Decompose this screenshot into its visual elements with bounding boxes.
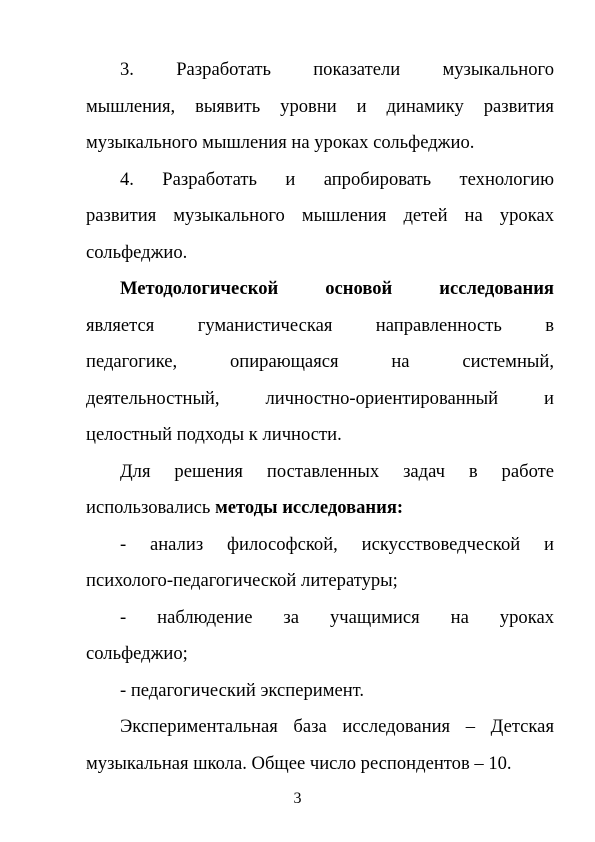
list-item-method-1 xyxy=(86,527,554,600)
paragraph-item-4 xyxy=(86,162,554,272)
paragraph-experimental-base xyxy=(86,709,554,782)
text-line: Экспериментальная база исследования – Детская xyxy=(120,716,554,737)
text-line: - анализ философской, искусствоведческой и xyxy=(120,533,554,555)
text-line xyxy=(86,490,554,527)
page-number: 3 xyxy=(293,790,302,807)
text-line: 4. Разработать и апробировать технологию xyxy=(120,168,554,190)
text-line: развития музыкального мышления детей на уроках xyxy=(86,205,554,226)
text-line: музыкальная школа. Общее число респондентов – 10. xyxy=(86,752,512,774)
text-line: Для решения поставленных задач в работе xyxy=(120,460,554,482)
paragraph-methods-intro xyxy=(86,454,554,527)
text-line: целостный подходы к личности. xyxy=(86,424,342,445)
body-text xyxy=(86,52,554,782)
methodology-heading: Методологической основой исследования xyxy=(120,278,554,299)
list-item-method-3 xyxy=(86,673,554,710)
text-line xyxy=(86,271,554,308)
text-line: сольфеджио; xyxy=(86,643,188,664)
methods-heading: методы исследования: xyxy=(215,497,404,518)
text-line: музыкального мышления на уроках сольфеджио. xyxy=(86,132,475,153)
list-item-method-2 xyxy=(86,600,554,673)
paragraph-methodology xyxy=(86,271,554,454)
text-line: деятельностный, личностно-ориентированный и xyxy=(86,387,554,409)
text-line: - педагогический эксперимент. xyxy=(120,679,365,701)
text-line: - наблюдение за учащимися на уроках xyxy=(120,606,554,628)
text-line: сольфеджио. xyxy=(86,241,188,263)
paragraph-item-3 xyxy=(86,52,554,162)
text-line: мышления, выявить уровни и динамику развития xyxy=(86,95,554,117)
methods-intro-text: использовались xyxy=(86,497,216,518)
text-line: 3. Разработать показатели музыкального xyxy=(120,59,554,80)
text-line: является гуманистическая направленность в xyxy=(86,314,554,336)
text-line: педагогике, опирающаяся на системный, xyxy=(86,351,554,372)
text-line: психолого-педагогической литературы; xyxy=(86,570,398,591)
